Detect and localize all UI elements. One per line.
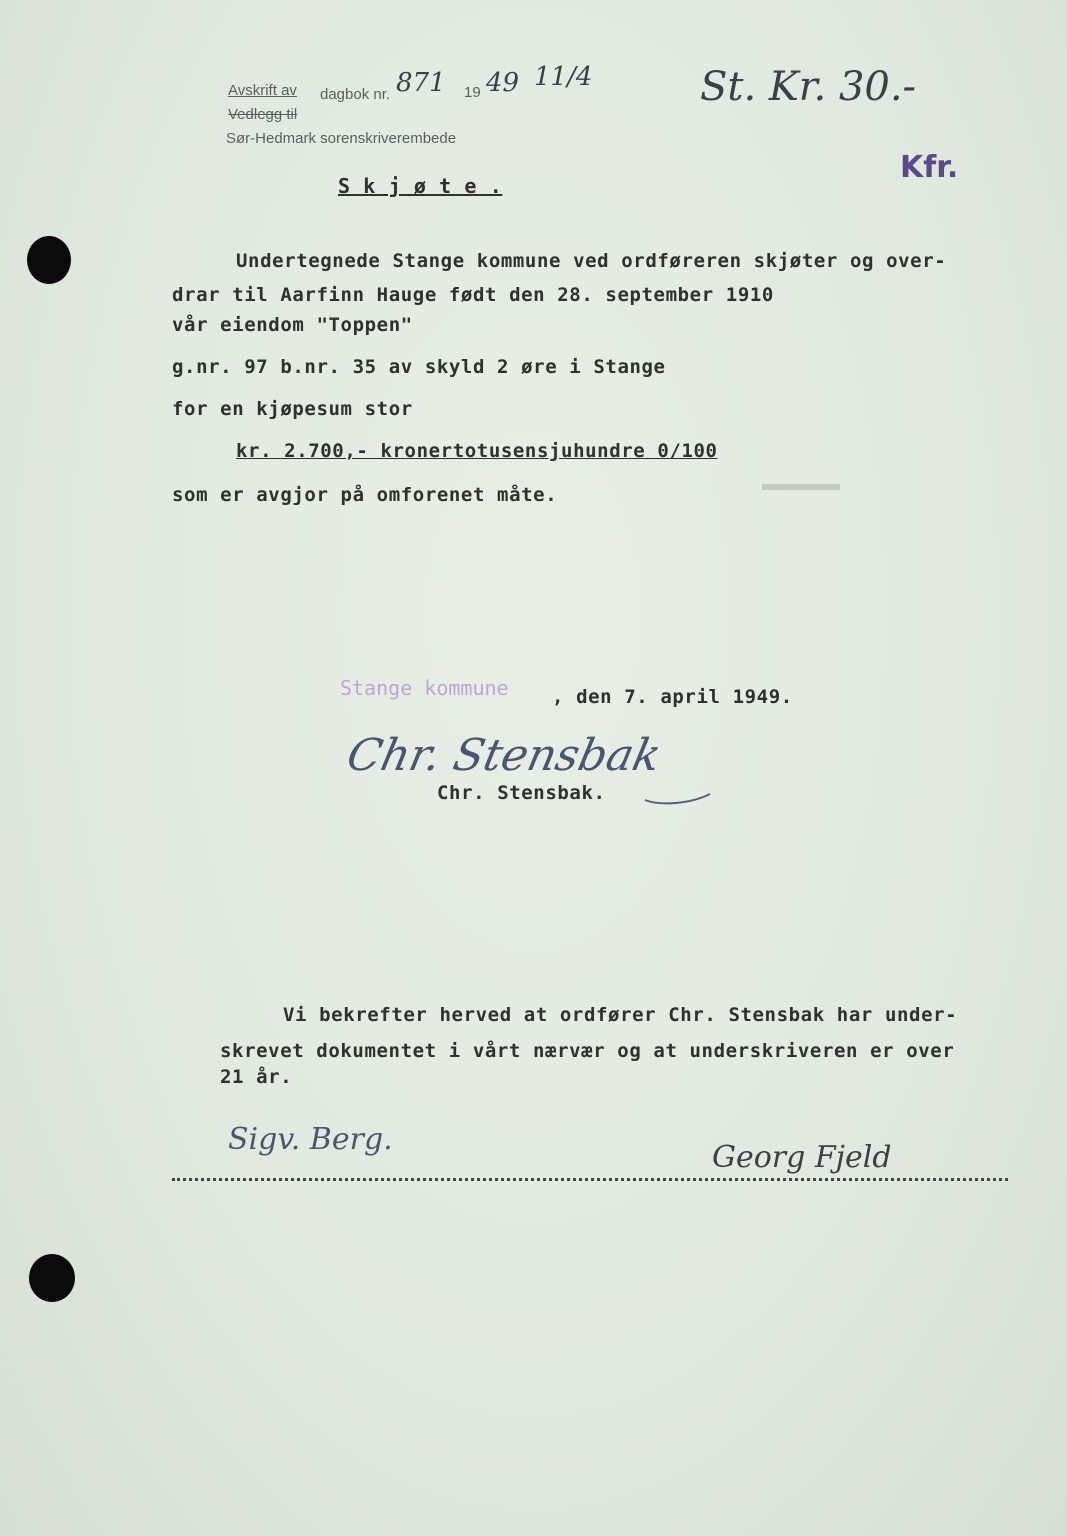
kvitt-stamp: Kfr. bbox=[900, 150, 959, 185]
signature-flourish bbox=[640, 770, 720, 810]
gnr-line: g.nr. 97 b.nr. 35 av skyld 2 øre i Stange bbox=[172, 356, 666, 378]
witness-line2: skrevet dokumentet i vårt nærvær og at underskriveren er over bbox=[220, 1040, 955, 1062]
dagbok-number: 871 bbox=[396, 68, 446, 98]
signature-dotted-line bbox=[172, 1178, 1008, 1181]
document-title: S k j ø t e . bbox=[338, 174, 503, 198]
mayor-typed-name: Chr. Stensbak. bbox=[437, 782, 606, 804]
punch-hole-top bbox=[27, 236, 71, 284]
price-intro: for en kjøpesum stor bbox=[172, 398, 413, 420]
stamp-vedlegg-til: Vedlegg til bbox=[228, 106, 298, 123]
date-handwritten: 11/4 bbox=[534, 62, 593, 92]
witness-line3: 21 år. bbox=[220, 1066, 293, 1088]
price-amount: kr. 2.700,- kronertotusensjuhundre 0/100 bbox=[236, 440, 718, 462]
para1-line2: drar til Aarfinn Hauge født den 28. september 1910 bbox=[172, 284, 774, 306]
fee-handwritten: St. Kr. 30.- bbox=[700, 64, 917, 110]
witness-signature-2: Georg Fjeld bbox=[712, 1140, 892, 1175]
para1-line1: Undertegnede Stange kommune ved ordføreren skjøter og over- bbox=[236, 250, 947, 272]
date-line: , den 7. april 1949. bbox=[552, 686, 793, 708]
place-stamp: Stange kommune bbox=[340, 676, 509, 700]
witness-signature-1: Sigv. Berg. bbox=[228, 1122, 393, 1157]
year-prefix: 19 bbox=[464, 84, 481, 101]
stamp-office: Sør-Hedmark sorenskriverembede bbox=[226, 130, 457, 147]
punch-hole-bottom bbox=[29, 1254, 75, 1302]
witness-line1: Vi bekrefter herved at ordfører Chr. Stensbak har under- bbox=[283, 1004, 958, 1026]
mayor-signature: Chr. Stensbak bbox=[342, 730, 666, 781]
settled-line: som er avgjor på omforenet måte. bbox=[172, 484, 558, 506]
year-suffix: 49 bbox=[486, 68, 520, 98]
stamp-dagbok-nr: dagbok nr. bbox=[320, 86, 391, 103]
para1-line3: vår eiendom "Toppen" bbox=[172, 314, 413, 336]
stamp-avskrift-av: Avskrift av bbox=[228, 82, 297, 99]
eraser-mark bbox=[762, 484, 840, 490]
